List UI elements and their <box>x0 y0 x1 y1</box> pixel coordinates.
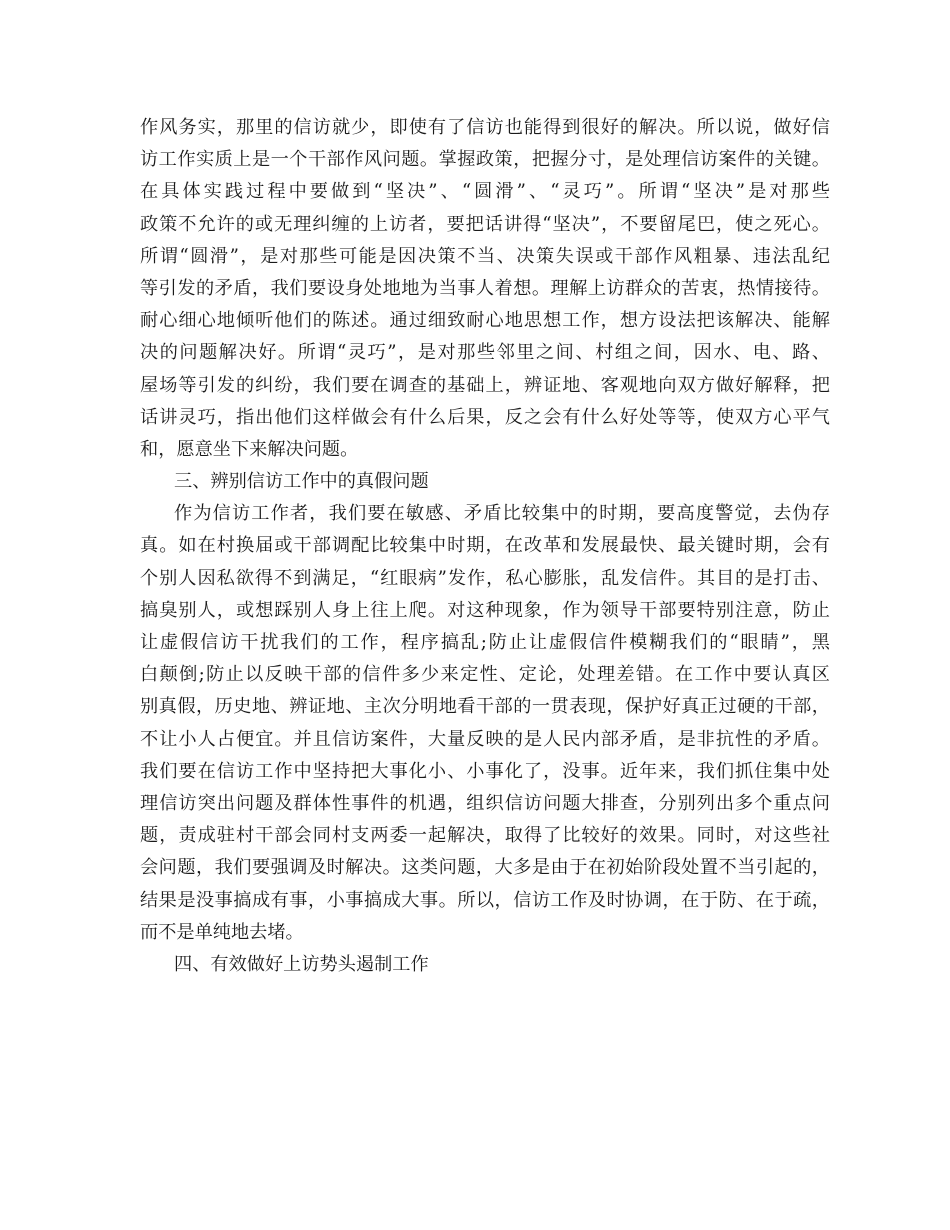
text-line: 作为信访工作者，我们要在敏感、矛盾比较集中的时期，要高度警觉，去伪存 <box>174 503 830 525</box>
text-line: 而不是单纯地去堵。 <box>140 921 304 943</box>
text-line: 我们要在信访工作中坚持把大事化小、小事化了，没事。近年来，我们抓住集中处 <box>140 760 830 782</box>
text-line: 在具体实践过程中要做到“坚决”、“圆滑”、“灵巧”。所谓“坚决”是对那些 <box>140 181 830 203</box>
paragraph <box>140 498 830 949</box>
text-line: 结果是没事搞成有事，小事搞成大事。所以，信访工作及时协调，在于防、在于疏， <box>140 889 830 911</box>
text-line: 访工作实质上是一个干部作风问题。掌握政策，把握分寸，是处理信访案件的关键。 <box>140 149 830 171</box>
text-line: 屋场等引发的纠纷，我们要在调查的基础上，辨证地、客观地向双方做好解释，把 <box>140 374 830 396</box>
section-heading-text: 四、有效做好上访势头遏制工作 <box>174 953 429 975</box>
text-line: 等引发的矛盾，我们要设身处地地为当事人着想。理解上访群众的苦衷，热情接待。 <box>140 277 830 299</box>
text-line: 耐心细心地倾听他们的陈述。通过细致耐心地思想工作，想方设法把该解决、能解 <box>140 310 830 332</box>
text-line: 会问题，我们要强调及时解决。这类问题，大多是由于在初始阶段处置不当引起的， <box>140 857 830 879</box>
text-line: 真。如在村换届或干部调配比较集中时期，在改革和发展最快、最关键时期，会有 <box>140 535 830 557</box>
text-line: 政策不允许的或无理纠缠的上访者，要把话讲得“坚决”，不要留尾巴，使之死心。 <box>140 213 830 235</box>
text-line: 白颠倒;防止以反映干部的信件多少来定性、定论，处理差错。在工作中要认真区 <box>140 664 830 686</box>
document-body <box>140 112 830 981</box>
text-line: 让虚假信访干扰我们的工作，程序搞乱;防止让虚假信件模糊我们的“眼睛”，黑 <box>140 632 830 653</box>
section-heading-text: 三、辨别信访工作中的真假问题 <box>174 471 429 493</box>
text-line: 所谓“圆滑”，是对那些可能是因决策不当、决策失误或干部作风粗暴、违法乱纪 <box>140 245 830 267</box>
section-heading <box>140 466 830 498</box>
paragraph <box>140 112 830 466</box>
text-line: 和，愿意坐下来解决问题。 <box>140 438 359 460</box>
section-heading <box>140 949 830 981</box>
text-line: 不让小人占便宜。并且信访案件，大量反映的是人民内部矛盾，是非抗性的矛盾。 <box>140 728 830 750</box>
text-line: 决的问题解决好。所谓“灵巧”，是对那些邻里之间、村组之间，因水、电、路、 <box>140 342 830 364</box>
text-line: 个别人因私欲得不到满足，“红眼病”发作，私心膨胀，乱发信件。其目的是打击、 <box>140 567 830 589</box>
text-line: 别真假，历史地、辨证地、主次分明地看干部的一贯表现，保护好真正过硬的干部， <box>140 696 830 718</box>
text-line: 话讲灵巧，指出他们这样做会有什么后果，反之会有什么好处等等，使双方心平气 <box>140 406 830 428</box>
text-line: 搞臭别人，或想踩别人身上往上爬。对这种现象，作为领导干部要特别注意，防止 <box>140 599 830 621</box>
text-line: 理信访突出问题及群体性事件的机遇，组织信访问题大排查，分别列出多个重点问 <box>140 792 830 814</box>
text-line: 题，责成驻村干部会同村支两委一起解决，取得了比较好的效果。同时，对这些社 <box>140 825 830 847</box>
text-line: 作风务实，那里的信访就少，即使有了信访也能得到很好的解决。所以说，做好信 <box>140 117 830 138</box>
